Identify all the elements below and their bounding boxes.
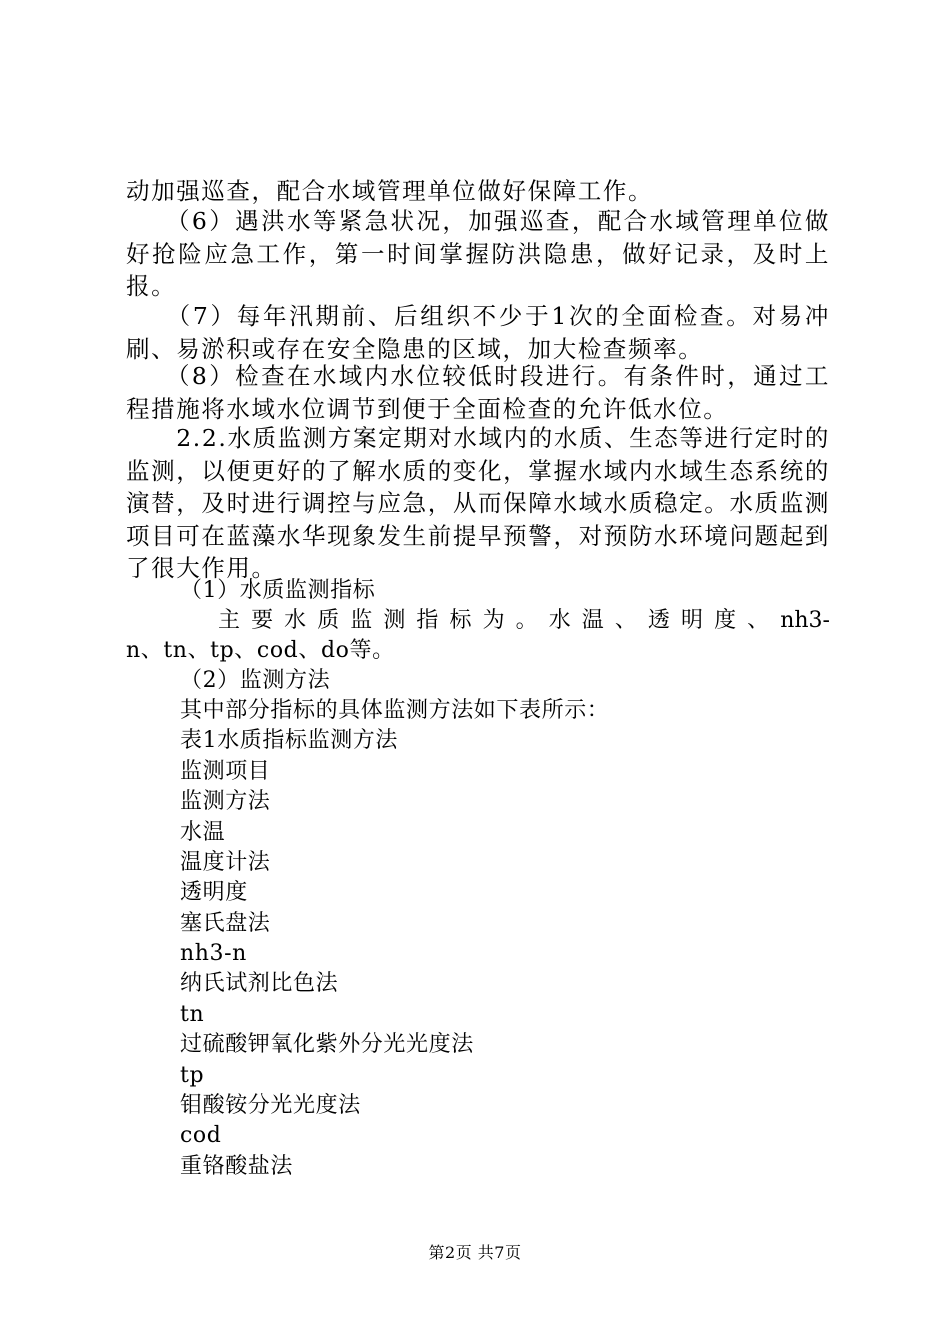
methods-intro: 其中部分指标的具体监测方法如下表所示： xyxy=(180,698,610,723)
paragraph-continuation: 动加强巡查，配合水域管理单位做好保障工作。 xyxy=(126,177,654,205)
paragraph-item-7: （7）每年汛期前、后组织不少于1次的全面检查。对易冲刷、易淤积或存在安全隐患的区域，加大检查频率。 xyxy=(126,302,830,363)
table-cell: 监测项目 xyxy=(180,759,271,784)
table-cell: 水温 xyxy=(180,820,226,845)
table-cell: 监测方法 xyxy=(180,789,271,814)
paragraph-section-2-2: 2.2.水质监测方案定期对水域内的水质、生态等进行定时的监测，以便更好的了解水质的变化，掌握水域内水域生态系统的演替，及时进行调控与应急，从而保障水域水质稳定。水质监测项目可在蓝藻水华现象发生前提早预警，对预防水环境问题起到了很大作用。 xyxy=(126,424,830,582)
table-cell: 温度计法 xyxy=(180,850,271,875)
indicators-text-line-2: n、tn、tp、cod、do等。 xyxy=(126,638,395,663)
table-cell: cod xyxy=(180,1123,222,1148)
table-cell: tp xyxy=(180,1063,205,1088)
heading-indicators: （1）水质监测指标 xyxy=(180,578,376,603)
table-cell: 钼酸铵分光光度法 xyxy=(180,1093,361,1118)
paragraph-item-6: （6）遇洪水等紧急状况，加强巡查，配合水域管理单位做好抢险应急工作，第一时间掌握防洪隐患，做好记录，及时上报。 xyxy=(126,207,830,300)
heading-methods: （2）监测方法 xyxy=(180,668,331,693)
table-cell: 过硫酸钾氧化紫外分光光度法 xyxy=(180,1032,474,1057)
indicators-text-line-1: 主要水质监测指标为。水温、透明度、nh3- xyxy=(218,608,830,633)
table-cell: 重铬酸盐法 xyxy=(180,1154,294,1179)
table-caption: 表1水质指标监测方法 xyxy=(180,728,398,753)
table-cell: 纳氏试剂比色法 xyxy=(180,971,339,996)
table-cell: tn xyxy=(180,1002,205,1027)
table-cell: nh3-n xyxy=(180,941,247,966)
paragraph-item-8: （8）检查在水域内水位较低时段进行。有条件时，通过工程措施将水域水位调节到便于全面检查的允许低水位。 xyxy=(126,362,830,423)
table-cell: 塞氏盘法 xyxy=(180,911,271,936)
page-number-footer: 第2页 共7页 xyxy=(428,1243,522,1262)
table-cell: 透明度 xyxy=(180,880,248,905)
